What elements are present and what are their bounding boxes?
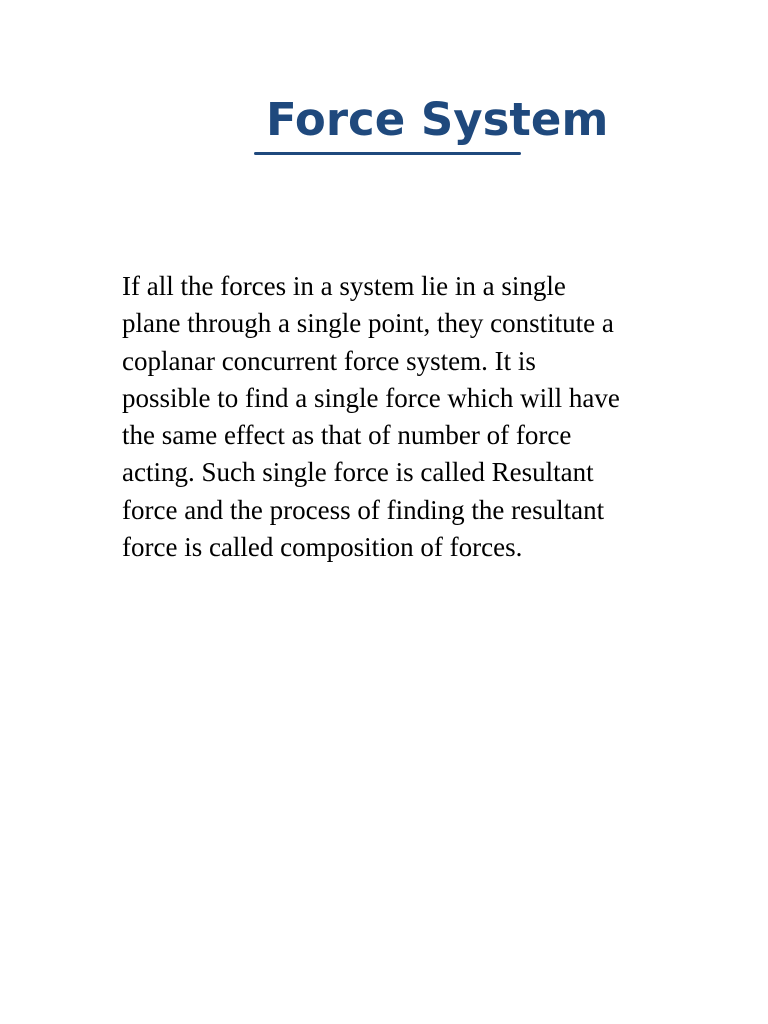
paragraph-line: possible to find a single force which will have xyxy=(122,382,620,413)
paragraph-line: coplanar concurrent force system. It is xyxy=(122,345,536,376)
page-title: Force System xyxy=(266,93,609,146)
paragraph-line: acting. Such single force is called Resultant xyxy=(122,457,594,488)
paragraph-line: plane through a single point, they constitute a xyxy=(122,308,614,339)
body-paragraph xyxy=(122,268,692,566)
paragraph-line: force and the process of finding the resultant xyxy=(122,494,605,525)
title-underline xyxy=(254,152,521,155)
paragraph-line: force is called composition of forces. xyxy=(122,532,523,563)
paragraph-line: the same effect as that of number of force xyxy=(122,420,572,451)
paragraph-line: If all the forces in a system lie in a single xyxy=(122,271,566,301)
